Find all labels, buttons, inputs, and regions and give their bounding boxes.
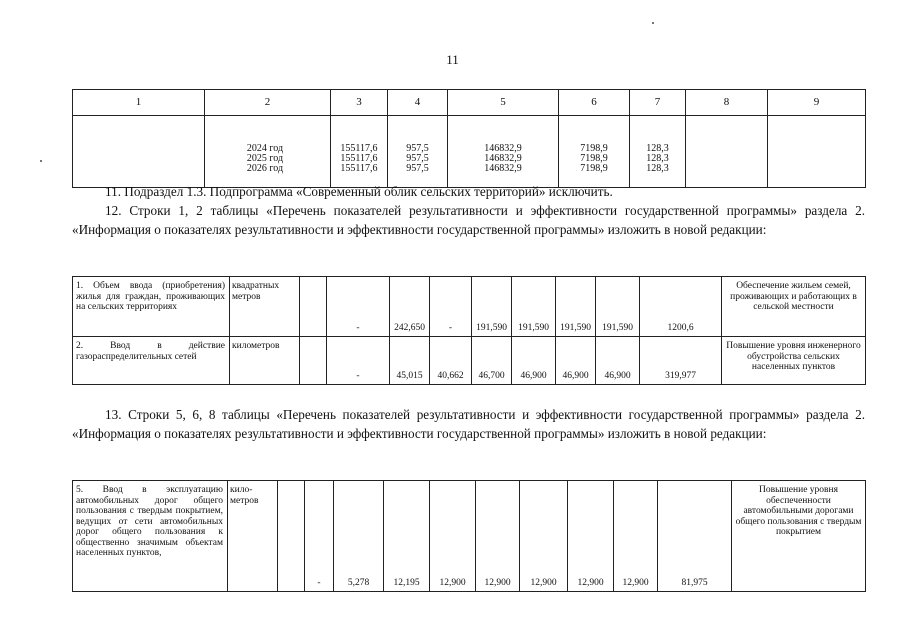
table-cell (686, 116, 768, 188)
year-value: 2024 год (246, 143, 284, 154)
cell-value: 7198,9 (580, 143, 608, 154)
table-cell (300, 337, 327, 385)
cell-value: 957,5 (406, 153, 429, 164)
paragraph-13: 13. Строки 5, 6, 8 таблицы «Перечень показателей результативности и эффективности государственной программы» раздела 2. «Информация о показателях результативности и эффективности государственной программы» изложить в новой редакции: (72, 407, 865, 441)
header-cell: 1 (73, 90, 205, 116)
value-cell: 46,700 (472, 337, 512, 385)
header-cell: 8 (686, 90, 768, 116)
value-cell: 319,977 (640, 337, 722, 385)
cell-value: 128,3 (646, 143, 669, 154)
value-cell: 12,195 (384, 481, 430, 592)
cell-value: 7198,9 (580, 153, 608, 164)
indicator-description: 5. Ввод в эксплуатацию автомобильных дорог общего пользования с твердым покрытием, ведущих от сети автомобильных дорог общего пользования к общественно значимым объектам населенных пунктов, (73, 481, 228, 592)
value-cell: 81,975 (658, 481, 732, 592)
table-cell (300, 277, 327, 337)
header-cell: 6 (559, 90, 630, 116)
value-cell: 12,900 (476, 481, 520, 592)
cell-value: 957,5 (406, 163, 429, 174)
value-cell: - (327, 337, 390, 385)
value-cell: 242,650 (390, 277, 430, 337)
table-cell (278, 481, 305, 592)
table-continuation (72, 89, 866, 188)
paragraph-11: 11. Подраздел 1.3. Подпрограмма «Современный облик сельских территорий» исключить. (105, 184, 613, 199)
scan-speck (40, 160, 42, 162)
header-cell: 9 (768, 90, 866, 116)
table-cell (630, 116, 686, 188)
value-cell: 45,015 (390, 337, 430, 385)
year-value: 2025 год (246, 153, 284, 164)
cell-value: 146832,9 (484, 163, 522, 174)
value-cell: 5,278 (334, 481, 384, 592)
cell-value: 128,3 (646, 153, 669, 164)
cell-value: 957,5 (406, 143, 429, 154)
value-cell: 46,900 (556, 337, 596, 385)
cell-value: 155117,6 (340, 153, 378, 164)
cell-value: 155117,6 (340, 163, 378, 174)
value-cell: 191,590 (512, 277, 556, 337)
value-cell: 191,590 (472, 277, 512, 337)
table-cell (448, 116, 559, 188)
year-value: 2026 год (246, 163, 284, 174)
cell-value: 146832,9 (484, 153, 522, 164)
cell-value: 146832,9 (484, 143, 522, 154)
value-cell: 191,590 (556, 277, 596, 337)
value-cell: 1200,6 (640, 277, 722, 337)
value-cell: - (305, 481, 334, 592)
value-cell: - (430, 277, 472, 337)
indicators-table-2 (72, 480, 866, 592)
table-row (73, 116, 866, 188)
table-row (73, 277, 866, 337)
paragraph-12: 12. Строки 1, 2 таблицы «Перечень показателей результативности и эффективности государственной программы» раздела 2. «Информация о показателях результативности и эффективности государственной программы» изложить в новой редакции: (72, 203, 865, 237)
indicators-table-1 (72, 276, 866, 385)
indicator-goal: Повышение уровня обеспеченности автомобильными дорогами общего пользования с твердым покрытием (732, 481, 866, 592)
table-header-row (73, 90, 866, 116)
cell-value: 7198,9 (580, 163, 608, 174)
years-cell (205, 116, 331, 188)
indicator-description: 2. Ввод в действие газораспределительных сетей (73, 337, 230, 385)
value-cell: 12,900 (614, 481, 658, 592)
indicator-description: 1. Объем ввода (приобретения) жилья для граждан, проживающих на сельских территориях (73, 277, 230, 337)
table-row (73, 481, 866, 592)
table-cell (768, 116, 866, 188)
value-cell: 12,900 (520, 481, 568, 592)
indicator-goal: Обеспечение жильем семей, проживающих и работающих в сельской местности (722, 277, 866, 337)
header-cell: 4 (388, 90, 448, 116)
header-cell: 3 (331, 90, 388, 116)
table-cell (73, 116, 205, 188)
indicator-unit: квадратных метров (230, 277, 300, 337)
value-cell: 40,662 (430, 337, 472, 385)
indicator-unit: кило-метров (228, 481, 278, 592)
value-cell: 12,900 (430, 481, 476, 592)
cell-value: 128,3 (646, 163, 669, 174)
value-cell: 191,590 (596, 277, 640, 337)
table-cell (559, 116, 630, 188)
indicator-unit: километров (230, 337, 300, 385)
scan-speck (652, 22, 654, 24)
value-cell: 46,900 (512, 337, 556, 385)
value-cell: - (327, 277, 390, 337)
value-cell: 12,900 (568, 481, 614, 592)
indicator-goal: Повышение уровня инженерного обустройства сельских населенных пунктов (722, 337, 866, 385)
value-cell: 46,900 (596, 337, 640, 385)
cell-value: 155117,6 (340, 143, 378, 154)
table-row (73, 337, 866, 385)
table-cell (388, 116, 448, 188)
header-cell: 5 (448, 90, 559, 116)
header-cell: 7 (630, 90, 686, 116)
page-number: 11 (446, 52, 459, 67)
table-cell (331, 116, 388, 188)
header-cell: 2 (205, 90, 331, 116)
